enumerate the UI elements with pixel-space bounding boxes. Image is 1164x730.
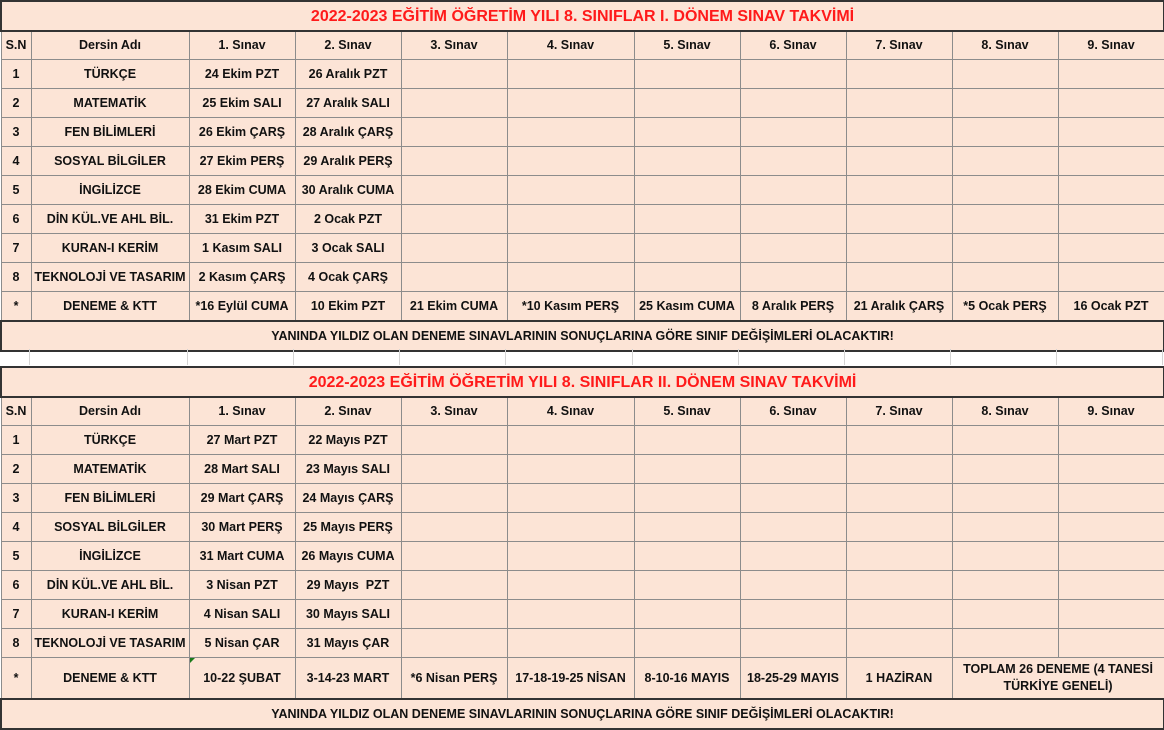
empty-cell bbox=[634, 205, 740, 234]
table-row bbox=[1, 118, 1164, 147]
empty-cell bbox=[740, 263, 846, 292]
empty-cell bbox=[634, 600, 740, 629]
empty-cell bbox=[952, 176, 1058, 205]
empty-cell bbox=[1058, 176, 1164, 205]
empty-cell bbox=[952, 426, 1058, 455]
deneme-sn: * bbox=[1, 292, 31, 322]
deneme-date-3: 21 Ekim CUMA bbox=[401, 292, 507, 322]
empty-cell bbox=[1058, 513, 1164, 542]
row-sn: 3 bbox=[1, 484, 31, 513]
empty-cell bbox=[846, 600, 952, 629]
deneme-date-2: 10 Ekim PZT bbox=[295, 292, 401, 322]
header-exam6: 6. Sınav bbox=[740, 397, 846, 426]
term1-note: YANINDA YILDIZ OLAN DENEME SINAVLARININ SONUÇLARINA GÖRE SINIF DEĞİŞİMLERİ OLACAKTIR! bbox=[1, 321, 1164, 351]
empty-cell bbox=[952, 263, 1058, 292]
row-exam1: 29 Mart ÇARŞ bbox=[189, 484, 295, 513]
table-row bbox=[1, 205, 1164, 234]
term2-table bbox=[0, 366, 1164, 730]
row-subject: TEKNOLOJİ VE TASARIM bbox=[31, 263, 189, 292]
empty-cell bbox=[507, 147, 634, 176]
empty-cell bbox=[740, 426, 846, 455]
empty-cell bbox=[740, 571, 846, 600]
deneme-date-1: *16 Eylül CUMA bbox=[189, 292, 295, 322]
empty-cell bbox=[401, 263, 507, 292]
deneme-row bbox=[1, 658, 1164, 700]
row-exam2: 31 Mayıs ÇAR bbox=[295, 629, 401, 658]
row-sn: 2 bbox=[1, 455, 31, 484]
empty-cell bbox=[952, 147, 1058, 176]
empty-cell bbox=[401, 571, 507, 600]
row-sn: 7 bbox=[1, 234, 31, 263]
empty-cell bbox=[952, 600, 1058, 629]
row-sn: 8 bbox=[1, 629, 31, 658]
row-sn: 6 bbox=[1, 571, 31, 600]
row-subject: DİN KÜL.VE AHL BİL. bbox=[31, 571, 189, 600]
header-exam5: 5. Sınav bbox=[634, 397, 740, 426]
empty-cell bbox=[507, 263, 634, 292]
empty-cell bbox=[634, 484, 740, 513]
empty-cell bbox=[507, 234, 634, 263]
row-exam1: 31 Mart CUMA bbox=[189, 542, 295, 571]
header-exam2: 2. Sınav bbox=[295, 397, 401, 426]
header-exam9: 9. Sınav bbox=[1058, 397, 1164, 426]
header-exam7: 7. Sınav bbox=[846, 31, 952, 60]
empty-cell bbox=[507, 455, 634, 484]
row-exam2: 3 Ocak SALI bbox=[295, 234, 401, 263]
row-sn: 4 bbox=[1, 513, 31, 542]
empty-cell bbox=[401, 205, 507, 234]
row-subject: FEN BİLİMLERİ bbox=[31, 118, 189, 147]
empty-cell bbox=[401, 513, 507, 542]
row-sn: 7 bbox=[1, 600, 31, 629]
table-row bbox=[1, 600, 1164, 629]
empty-cell bbox=[846, 426, 952, 455]
empty-cell bbox=[634, 455, 740, 484]
empty-cell bbox=[1058, 234, 1164, 263]
empty-cell bbox=[740, 205, 846, 234]
table-row bbox=[1, 513, 1164, 542]
row-exam2: 25 Mayıs PERŞ bbox=[295, 513, 401, 542]
row-exam1: 26 Ekim ÇARŞ bbox=[189, 118, 295, 147]
empty-cell bbox=[507, 542, 634, 571]
deneme-date-6: 8 Aralık PERŞ bbox=[740, 292, 846, 322]
table-row bbox=[1, 426, 1164, 455]
empty-cell bbox=[401, 542, 507, 571]
row-exam1: 5 Nisan ÇAR bbox=[189, 629, 295, 658]
empty-cell bbox=[846, 60, 952, 89]
empty-cell bbox=[952, 542, 1058, 571]
empty-cell bbox=[952, 118, 1058, 147]
empty-cell bbox=[507, 205, 634, 234]
deneme-label: DENEME & KTT bbox=[31, 658, 189, 700]
empty-cell bbox=[740, 89, 846, 118]
deneme-date-7: 21 Aralık ÇARŞ bbox=[846, 292, 952, 322]
term2-schedule bbox=[0, 366, 1163, 730]
empty-cell bbox=[846, 118, 952, 147]
table-row bbox=[1, 176, 1164, 205]
empty-cell bbox=[1058, 118, 1164, 147]
empty-cell bbox=[740, 600, 846, 629]
row-sn: 8 bbox=[1, 263, 31, 292]
row-subject: KURAN-I KERİM bbox=[31, 234, 189, 263]
empty-cell bbox=[740, 455, 846, 484]
header-exam4: 4. Sınav bbox=[507, 31, 634, 60]
row-exam2: 23 Mayıs SALI bbox=[295, 455, 401, 484]
empty-cell bbox=[952, 484, 1058, 513]
empty-cell bbox=[1058, 263, 1164, 292]
empty-cell bbox=[740, 176, 846, 205]
empty-cell bbox=[846, 205, 952, 234]
empty-cell bbox=[952, 205, 1058, 234]
empty-cell bbox=[1058, 455, 1164, 484]
empty-cell bbox=[401, 629, 507, 658]
row-sn: 3 bbox=[1, 118, 31, 147]
empty-cell bbox=[634, 426, 740, 455]
header-subject: Dersin Adı bbox=[31, 31, 189, 60]
deneme-date-7: 1 HAZİRAN bbox=[846, 658, 952, 700]
empty-cell bbox=[740, 118, 846, 147]
row-sn: 4 bbox=[1, 147, 31, 176]
row-exam1: 3 Nisan PZT bbox=[189, 571, 295, 600]
row-exam2: 29 Mayıs PZT bbox=[295, 571, 401, 600]
row-exam1: 25 Ekim SALI bbox=[189, 89, 295, 118]
row-exam1: 27 Ekim PERŞ bbox=[189, 147, 295, 176]
empty-cell bbox=[507, 571, 634, 600]
empty-cell bbox=[507, 118, 634, 147]
term2-header-row bbox=[1, 397, 1164, 426]
empty-cell bbox=[634, 629, 740, 658]
header-exam8: 8. Sınav bbox=[952, 31, 1058, 60]
empty-cell bbox=[846, 629, 952, 658]
row-exam1: 28 Ekim CUMA bbox=[189, 176, 295, 205]
empty-cell bbox=[401, 147, 507, 176]
header-sn: S.N bbox=[1, 397, 31, 426]
empty-cell bbox=[634, 147, 740, 176]
table-row bbox=[1, 263, 1164, 292]
row-exam2: 30 Mayıs SALI bbox=[295, 600, 401, 629]
header-exam4: 4. Sınav bbox=[507, 397, 634, 426]
row-subject: FEN BİLİMLERİ bbox=[31, 484, 189, 513]
row-exam1: 1 Kasım SALI bbox=[189, 234, 295, 263]
empty-cell bbox=[401, 455, 507, 484]
row-exam2: 4 Ocak ÇARŞ bbox=[295, 263, 401, 292]
empty-cell bbox=[952, 89, 1058, 118]
empty-cell bbox=[401, 234, 507, 263]
empty-cell bbox=[401, 89, 507, 118]
empty-cell bbox=[634, 234, 740, 263]
empty-cell bbox=[634, 176, 740, 205]
deneme-row bbox=[1, 292, 1164, 322]
deneme-total: TOPLAM 26 DENEME (4 TANESİ TÜRKİYE GENELİ) bbox=[952, 658, 1164, 700]
table-row bbox=[1, 147, 1164, 176]
term1-header-row bbox=[1, 31, 1164, 60]
row-exam2: 26 Mayıs CUMA bbox=[295, 542, 401, 571]
row-subject: MATEMATİK bbox=[31, 455, 189, 484]
header-exam9: 9. Sınav bbox=[1058, 31, 1164, 60]
empty-cell bbox=[1058, 205, 1164, 234]
empty-cell bbox=[952, 234, 1058, 263]
deneme-label: DENEME & KTT bbox=[31, 292, 189, 322]
empty-cell bbox=[1058, 484, 1164, 513]
header-exam5: 5. Sınav bbox=[634, 31, 740, 60]
empty-cell bbox=[507, 600, 634, 629]
row-exam2: 30 Aralık CUMA bbox=[295, 176, 401, 205]
empty-cell bbox=[952, 571, 1058, 600]
empty-cell bbox=[507, 89, 634, 118]
term1-schedule bbox=[0, 0, 1163, 352]
deneme-date-5: 25 Kasım CUMA bbox=[634, 292, 740, 322]
empty-cell bbox=[846, 89, 952, 118]
deneme-date-8: *5 Ocak PERŞ bbox=[952, 292, 1058, 322]
row-exam1: 24 Ekim PZT bbox=[189, 60, 295, 89]
deneme-date-4: 17-18-19-25 NİSAN bbox=[507, 658, 634, 700]
deneme-sn: * bbox=[1, 658, 31, 700]
header-subject: Dersin Adı bbox=[31, 397, 189, 426]
empty-cell bbox=[1058, 60, 1164, 89]
spacer-row bbox=[0, 349, 1163, 365]
row-exam2: 24 Mayıs ÇARŞ bbox=[295, 484, 401, 513]
row-exam1: 30 Mart PERŞ bbox=[189, 513, 295, 542]
header-exam7: 7. Sınav bbox=[846, 397, 952, 426]
row-subject: İNGİLİZCE bbox=[31, 542, 189, 571]
row-exam1: 28 Mart SALI bbox=[189, 455, 295, 484]
empty-cell bbox=[507, 513, 634, 542]
header-exam3: 3. Sınav bbox=[401, 397, 507, 426]
row-subject: DİN KÜL.VE AHL BİL. bbox=[31, 205, 189, 234]
empty-cell bbox=[401, 118, 507, 147]
deneme-date-9: 16 Ocak PZT bbox=[1058, 292, 1164, 322]
row-sn: 5 bbox=[1, 542, 31, 571]
empty-cell bbox=[740, 513, 846, 542]
empty-cell bbox=[952, 513, 1058, 542]
row-exam1: 27 Mart PZT bbox=[189, 426, 295, 455]
row-subject: İNGİLİZCE bbox=[31, 176, 189, 205]
empty-cell bbox=[740, 542, 846, 571]
empty-cell bbox=[740, 147, 846, 176]
empty-cell bbox=[846, 513, 952, 542]
header-exam6: 6. Sınav bbox=[740, 31, 846, 60]
empty-cell bbox=[634, 542, 740, 571]
row-exam1: 2 Kasım ÇARŞ bbox=[189, 263, 295, 292]
empty-cell bbox=[740, 60, 846, 89]
row-exam1: 31 Ekim PZT bbox=[189, 205, 295, 234]
empty-cell bbox=[634, 118, 740, 147]
empty-cell bbox=[1058, 600, 1164, 629]
deneme-date-2: 3-14-23 MART bbox=[295, 658, 401, 700]
row-exam2: 26 Aralık PZT bbox=[295, 60, 401, 89]
row-subject: MATEMATİK bbox=[31, 89, 189, 118]
header-exam1: 1. Sınav bbox=[189, 397, 295, 426]
empty-cell bbox=[846, 263, 952, 292]
empty-cell bbox=[507, 629, 634, 658]
empty-cell bbox=[952, 629, 1058, 658]
deneme-date-3: *6 Nisan PERŞ bbox=[401, 658, 507, 700]
header-exam2: 2. Sınav bbox=[295, 31, 401, 60]
row-subject: TÜRKÇE bbox=[31, 60, 189, 89]
row-subject: SOSYAL BİLGİLER bbox=[31, 147, 189, 176]
empty-cell bbox=[507, 176, 634, 205]
table-row bbox=[1, 234, 1164, 263]
row-subject: KURAN-I KERİM bbox=[31, 600, 189, 629]
table-row bbox=[1, 60, 1164, 89]
empty-cell bbox=[634, 60, 740, 89]
row-subject: TEKNOLOJİ VE TASARIM bbox=[31, 629, 189, 658]
row-sn: 1 bbox=[1, 426, 31, 455]
header-sn: S.N bbox=[1, 31, 31, 60]
empty-cell bbox=[740, 629, 846, 658]
row-subject: SOSYAL BİLGİLER bbox=[31, 513, 189, 542]
empty-cell bbox=[507, 426, 634, 455]
table-row bbox=[1, 542, 1164, 571]
row-exam2: 2 Ocak PZT bbox=[295, 205, 401, 234]
empty-cell bbox=[401, 426, 507, 455]
deneme-date-6: 18-25-29 MAYIS bbox=[740, 658, 846, 700]
deneme-date-4: *10 Kasım PERŞ bbox=[507, 292, 634, 322]
empty-cell bbox=[507, 60, 634, 89]
header-exam3: 3. Sınav bbox=[401, 31, 507, 60]
empty-cell bbox=[401, 176, 507, 205]
empty-cell bbox=[846, 542, 952, 571]
empty-cell bbox=[740, 484, 846, 513]
empty-cell bbox=[846, 147, 952, 176]
deneme-date-5: 8-10-16 MAYIS bbox=[634, 658, 740, 700]
empty-cell bbox=[1058, 89, 1164, 118]
table-row bbox=[1, 89, 1164, 118]
empty-cell bbox=[846, 455, 952, 484]
empty-cell bbox=[846, 176, 952, 205]
row-exam2: 28 Aralık ÇARŞ bbox=[295, 118, 401, 147]
empty-cell bbox=[401, 484, 507, 513]
deneme-date-1: 10-22 ŞUBAT bbox=[189, 658, 295, 700]
row-sn: 2 bbox=[1, 89, 31, 118]
empty-cell bbox=[1058, 147, 1164, 176]
table-row bbox=[1, 484, 1164, 513]
empty-cell bbox=[401, 60, 507, 89]
row-exam2: 22 Mayıs PZT bbox=[295, 426, 401, 455]
table-row bbox=[1, 629, 1164, 658]
term1-table bbox=[0, 0, 1164, 352]
empty-cell bbox=[846, 234, 952, 263]
empty-cell bbox=[952, 60, 1058, 89]
term2-title: 2022-2023 EĞİTİM ÖĞRETİM YILI 8. SINIFLAR II. DÖNEM SINAV TAKVİMİ bbox=[1, 367, 1164, 397]
row-exam2: 29 Aralık PERŞ bbox=[295, 147, 401, 176]
empty-cell bbox=[1058, 571, 1164, 600]
empty-cell bbox=[1058, 426, 1164, 455]
empty-cell bbox=[634, 89, 740, 118]
empty-cell bbox=[507, 484, 634, 513]
empty-cell bbox=[1058, 542, 1164, 571]
empty-cell bbox=[634, 571, 740, 600]
table-row bbox=[1, 455, 1164, 484]
term2-note: YANINDA YILDIZ OLAN DENEME SINAVLARININ SONUÇLARINA GÖRE SINIF DEĞİŞİMLERİ OLACAKTIR! bbox=[1, 699, 1164, 729]
empty-cell bbox=[401, 600, 507, 629]
empty-cell bbox=[952, 455, 1058, 484]
row-subject: TÜRKÇE bbox=[31, 426, 189, 455]
header-exam1: 1. Sınav bbox=[189, 31, 295, 60]
table-row bbox=[1, 571, 1164, 600]
empty-cell bbox=[1058, 629, 1164, 658]
empty-cell bbox=[634, 263, 740, 292]
empty-cell bbox=[846, 571, 952, 600]
row-sn: 6 bbox=[1, 205, 31, 234]
empty-cell bbox=[634, 513, 740, 542]
row-sn: 1 bbox=[1, 60, 31, 89]
row-exam2: 27 Aralık SALI bbox=[295, 89, 401, 118]
term1-title: 2022-2023 EĞİTİM ÖĞRETİM YILI 8. SINIFLAR I. DÖNEM SINAV TAKVİMİ bbox=[1, 1, 1164, 31]
row-sn: 5 bbox=[1, 176, 31, 205]
header-exam8: 8. Sınav bbox=[952, 397, 1058, 426]
empty-cell bbox=[846, 484, 952, 513]
row-exam1: 4 Nisan SALI bbox=[189, 600, 295, 629]
empty-cell bbox=[740, 234, 846, 263]
